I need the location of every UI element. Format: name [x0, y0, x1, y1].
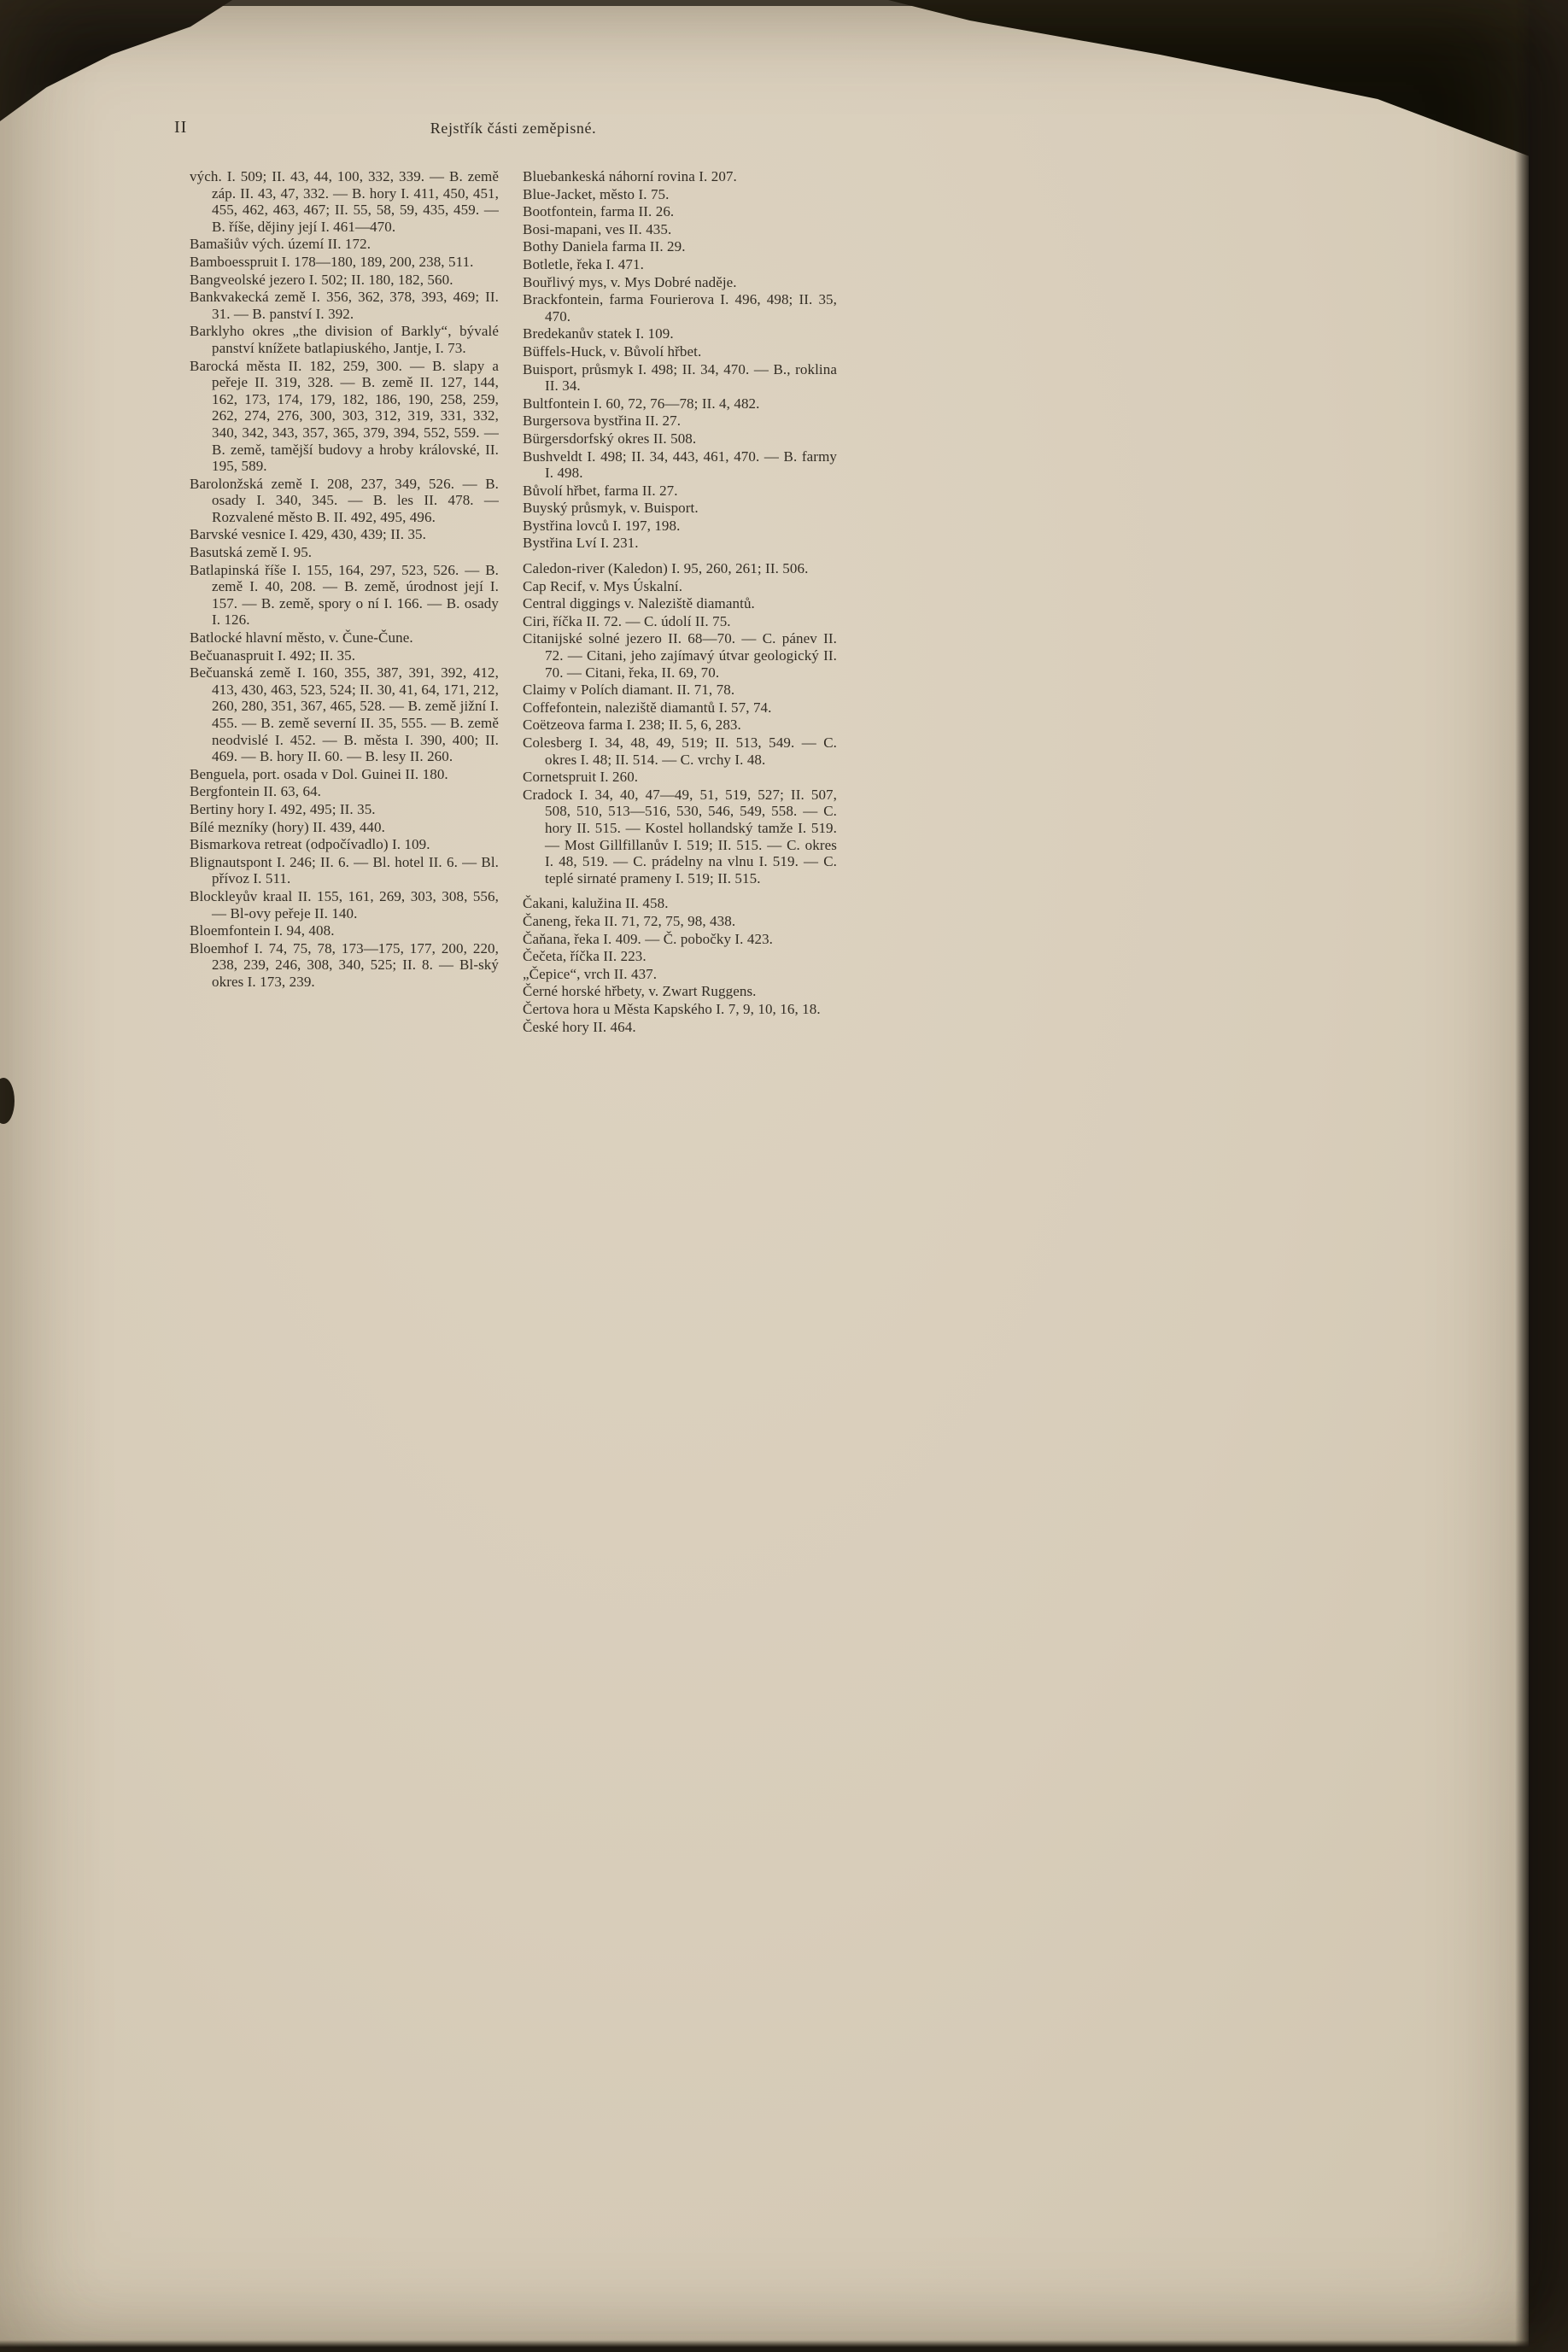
- letter-group: [190, 168, 499, 991]
- scan-edge-right-bar: [1529, 0, 1568, 2352]
- index-entry: Bůvolí hřbet, farma II. 27.: [523, 482, 678, 499]
- index-entry: Bouřlivý mys, v. Mys Dobré naděje.: [523, 273, 737, 290]
- index-entry: Bečuanaspruit I. 492; II. 35.: [190, 647, 356, 664]
- index-entry: Bootfontein, farma II. 26.: [523, 203, 675, 220]
- index-entry: Colesberg I. 34, 48, 49, 519; II. 513, 549. — C. okres I. 48; II. 514. — C. vrchy I. 48.: [523, 734, 837, 768]
- index-entry: Barklyho okres „the division of Barkly“, bývalé panství knížete batlapiuského, Jantje, I. 73.: [190, 323, 499, 356]
- scan-artifact-top-right: [888, 0, 1568, 171]
- index-entry: Bamboesspruit I. 178—180, 189, 200, 238, 511.: [190, 253, 474, 270]
- index-entry: Barolonžská země I. 208, 237, 349, 526. — B. osady I. 340, 345. — B. les II. 478. — Rozvalené město B. II. 492, 495, 496.: [190, 475, 499, 525]
- letter-group: [523, 560, 837, 886]
- scan-artifact-top-left: [0, 0, 232, 121]
- index-entry: Barocká města II. 182, 259, 300. — B. slapy a peřeje II. 319, 328. — B. země II. 127, 144, 162, 173, 174, 179, 182, 186, 190, 258, 259, 262, 274, 276, 300, 303, 312, 319, 331, 332, 340, 342, 343, 357, 365, 379, 394, 552, 559. — B. země, tamější budovy a hroby královské, II. 195, 589.: [190, 357, 499, 475]
- index-entry: Bečuanská země I. 160, 355, 387, 391, 392, 412, 413, 430, 463, 523, 524; II. 30, 41, 64, 171, 212, 260, 280, 351, 367, 465, 528. — B. země jižní I. 455. — B. země severní II. 35, 555. — B. země neodvislé I. 452. — B. města I. 390, 400; II. 469. — B. hory II. 60. — B. lesy II. 260.: [190, 664, 499, 765]
- index-entry: Batlocké hlavní město, v. Čune-Čune.: [190, 629, 413, 647]
- index-entry: Bosi-mapani, ves II. 435.: [523, 220, 672, 237]
- running-title: Rejstřík části zeměpisné.: [430, 120, 597, 137]
- index-entry: Bílé mezníky (hory) II. 439, 440.: [190, 818, 385, 835]
- index-entry: Bamašiův vých. území II. 172.: [190, 236, 372, 253]
- index-entry: Coffefontein, naleziště diamantů I. 57, 74.: [523, 699, 772, 716]
- index-entry: Bystřina lovců I. 197, 198.: [523, 517, 681, 534]
- index-entry: Coëtzeova farma I. 238; II. 5, 6, 283.: [523, 717, 741, 734]
- index-entry: České hory II. 464.: [523, 1018, 636, 1035]
- index-entry: Ciri, říčka II. 72. — C. údolí II. 75.: [523, 612, 731, 629]
- index-entry: Bergfontein II. 63, 64.: [190, 783, 322, 800]
- index-entry: Blockleyův kraal II. 155, 161, 269, 303, 308, 556, — Bl-ovy peřeje II. 140.: [190, 887, 499, 921]
- index-entry: Bürgersdorfský okres II. 508.: [523, 430, 697, 447]
- index-column-left: [190, 167, 499, 992]
- index-entry: Buyský průsmyk, v. Buisport.: [523, 500, 699, 517]
- index-entry: vých. I. 509; II. 43, 44, 100, 332, 339. — B. země záp. II. 43, 47, 332. — B. hory I. 411, 450, 451, 455, 462, 463, 467; II. 55, 58, 59, 435, 459. — B. říše, dějiny její I. 461—470.: [190, 168, 499, 235]
- index-entry: Cap Recif, v. Mys Úskalní.: [523, 577, 683, 594]
- index-column-right: [523, 167, 837, 1036]
- index-entry: Blue-Jacket, město I. 75.: [523, 185, 670, 202]
- index-entry: Bothy Daniela farma II. 29.: [523, 238, 686, 255]
- index-entry: Basutská země I. 95.: [190, 544, 313, 561]
- index-entry: Bushveldt I. 498; II. 34, 443, 461, 470. — B. farmy I. 498.: [523, 448, 837, 482]
- scan-artifact-left-edge: [0, 1078, 15, 1124]
- index-entry: Barvské vesnice I. 429, 430, 439; II. 35.: [190, 526, 426, 543]
- page-number: II: [174, 118, 188, 137]
- index-entry: Cornetspruit I. 260.: [523, 769, 639, 786]
- index-entry: Bismarkova retreat (odpočívadlo) I. 109.: [190, 836, 430, 853]
- index-entry: Bultfontein I. 60, 72, 76—78; II. 4, 482.: [523, 395, 760, 412]
- index-entry: Brackfontein, farma Fourierova I. 496, 498; II. 35, 470.: [523, 291, 837, 325]
- index-entry: Batlapinská říše I. 155, 164, 297, 523, 526. — B. země I. 40, 208. — B. země, úrodnost její I. 157. — B. země, spory o ní I. 166. — B. osady I. 126.: [190, 561, 499, 629]
- index-entry: Claimy v Polích diamant. II. 71, 78.: [523, 682, 735, 699]
- index-entry: „Čepice“, vrch II. 437.: [523, 965, 658, 982]
- index-entry: Bloemfontein I. 94, 408.: [190, 922, 335, 939]
- index-entry: Čaneng, řeka II. 71, 72, 75, 98, 438.: [523, 912, 736, 929]
- index-entry: Čertova hora u Města Kapského I. 7, 9, 10, 16, 18.: [523, 1000, 821, 1017]
- scan-edge-bottom: [0, 2340, 1568, 2352]
- index-entry: Cradock I. 34, 40, 47—49, 51, 519, 527; II. 507, 508, 510, 513—516, 530, 546, 549, 558. — C. hory II. 515. — Kostel hollandský tamže I. 519. — Most Gillfillanův I. 519; II. 515. — C. okres I. 48, 519. — C. prádelny na vlnu I. 519. — C. teplé sirnaté prameny I. 519; II. 515.: [523, 786, 837, 886]
- index-entry: Čaňana, řeka I. 409. — Č. pobočky I. 423.: [523, 930, 774, 947]
- index-entry: Central diggings v. Naleziště diamantů.: [523, 595, 755, 612]
- index-entry: Černé horské hřbety, v. Zwart Ruggens.: [523, 983, 757, 1000]
- index-entry: Buisport, průsmyk I. 498; II. 34, 470. — B., roklina II. 34.: [523, 360, 837, 395]
- index-entry: Bankvakecká země I. 356, 362, 378, 393, 469; II. 31. — B. panství I. 392.: [190, 289, 499, 322]
- index-entry: Burgersova bystřina II. 27.: [523, 412, 682, 430]
- index-entry: Bredekanův statek I. 109.: [523, 325, 674, 342]
- index-entry: Bluebankeská náhorní rovina I. 207.: [523, 168, 737, 184]
- index-entry: Bangveolské jezero I. 502; II. 180, 182, 560.: [190, 271, 453, 288]
- index-entry: Büffels-Huck, v. Bůvolí hřbet.: [523, 342, 702, 360]
- index-entry: Čečeta, říčka II. 223.: [523, 948, 647, 965]
- index-entry: Bloemhof I. 74, 75, 78, 173—175, 177, 200, 220, 238, 239, 246, 308, 340, 525; II. 8. — Bl-ský okres I. 173, 239.: [190, 939, 499, 990]
- index-entry: Caledon-river (Kaledon) I. 95, 260, 261; II. 506.: [523, 560, 809, 577]
- index-entry: Citanijské solné jezero II. 68—70. — C. pánev II. 72. — Citani, jeho zajímavý útvar geologický II. 70. — Citani, řeka, II. 69, 70.: [523, 630, 837, 681]
- index-entry: Bystřina Lví I. 231.: [523, 535, 639, 552]
- index-entry: Benguela, port. osada v Dol. Guinei II. 180.: [190, 765, 448, 782]
- index-entry: Blignautspont I. 246; II. 6. — Bl. hotel II. 6. — Bl. přívoz I. 511.: [190, 853, 499, 887]
- index-entry: Botletle, řeka I. 471.: [523, 255, 644, 272]
- letter-group: [523, 895, 837, 1035]
- letter-group: [523, 168, 837, 552]
- index-entry: Čakani, kalužina II. 458.: [523, 895, 669, 912]
- index-entry: Bertiny hory I. 492, 495; II. 35.: [190, 800, 376, 817]
